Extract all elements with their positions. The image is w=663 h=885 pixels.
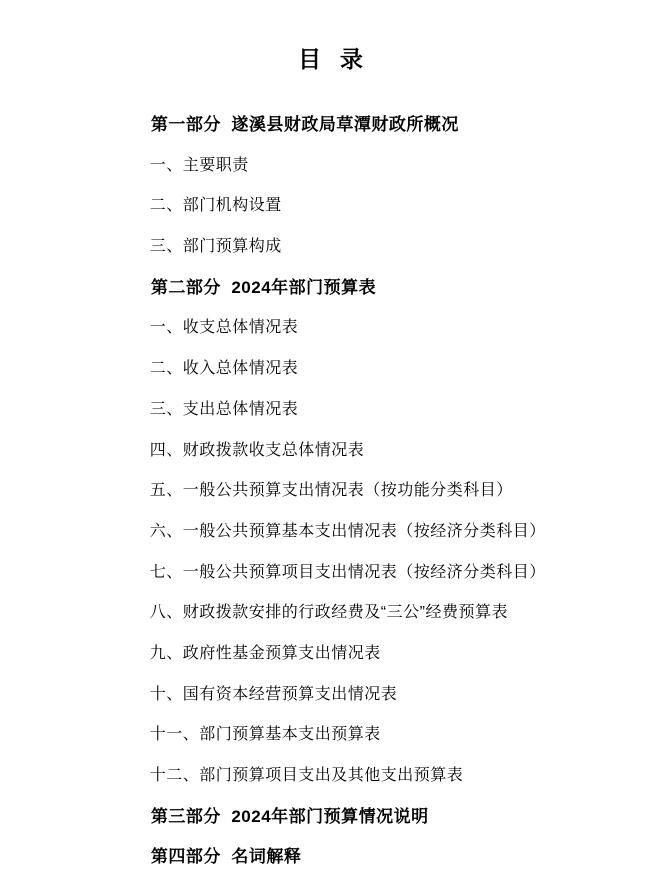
toc-item-text: 七、一般公共预算项目支出情况表（按经济分类科目） bbox=[149, 563, 546, 581]
toc-item-text: 三、部门预算构成 bbox=[149, 238, 282, 256]
toc-item bbox=[130, 747, 655, 788]
toc-item bbox=[130, 137, 655, 178]
page-title: 目 录 bbox=[298, 46, 365, 72]
toc-item-text: 十二、部门预算项目支出及其他支出预算表 bbox=[149, 767, 464, 784]
toc-item-text: 第二部分 2024年部门预算表 bbox=[150, 277, 377, 297]
toc-item bbox=[130, 218, 655, 259]
toc-item-text: 第四部分 名词解释 bbox=[150, 847, 302, 867]
toc-item-text: 十一、部门预算基本支出预算表 bbox=[149, 726, 381, 744]
toc-item bbox=[130, 706, 655, 747]
toc-item-text: 一、收支总体情况表 bbox=[149, 319, 299, 337]
toc-item bbox=[130, 503, 655, 544]
toc-item bbox=[130, 177, 655, 218]
toc-item-text: 六、一般公共预算基本支出情况表（按经济分类科目） bbox=[149, 522, 546, 540]
toc-item-text: 九、政府性基金预算支出情况表 bbox=[149, 644, 381, 662]
toc-item bbox=[130, 462, 655, 503]
toc-item bbox=[130, 340, 655, 381]
toc-item-text: 第三部分 2024年部门预算情况说明 bbox=[150, 806, 429, 826]
toc-item bbox=[130, 625, 655, 666]
toc-item bbox=[130, 422, 655, 463]
toc-item bbox=[130, 828, 655, 869]
toc-item bbox=[130, 299, 655, 340]
toc-item bbox=[130, 96, 655, 137]
toc-item-text: 二、部门机构设置 bbox=[149, 197, 282, 215]
toc-item-text: 八、财政拨款安排的行政经费及“三公”经费预算表 bbox=[149, 604, 508, 622]
toc-item-text: 三、支出总体情况表 bbox=[149, 400, 299, 418]
toc-item bbox=[130, 788, 655, 829]
toc-item bbox=[130, 259, 655, 300]
toc-item-text: 第一部分 遂溪县财政局草潭财政所概况 bbox=[150, 115, 459, 134]
toc-item-text: 一、主要职责 bbox=[149, 156, 249, 174]
toc-item bbox=[130, 584, 655, 625]
toc-item-text: 二、收入总体情况表 bbox=[149, 360, 299, 378]
toc-item-text: 五、一般公共预算支出情况表（按功能分类科目） bbox=[149, 482, 513, 500]
toc-item bbox=[130, 381, 655, 422]
toc-item-text: 十、国有资本经营预算支出情况表 bbox=[149, 685, 398, 703]
toc-list bbox=[130, 96, 655, 869]
toc-item bbox=[130, 544, 655, 585]
toc-item-text: 四、财政拨款收支总体情况表 bbox=[149, 441, 365, 459]
toc-item bbox=[130, 666, 655, 707]
